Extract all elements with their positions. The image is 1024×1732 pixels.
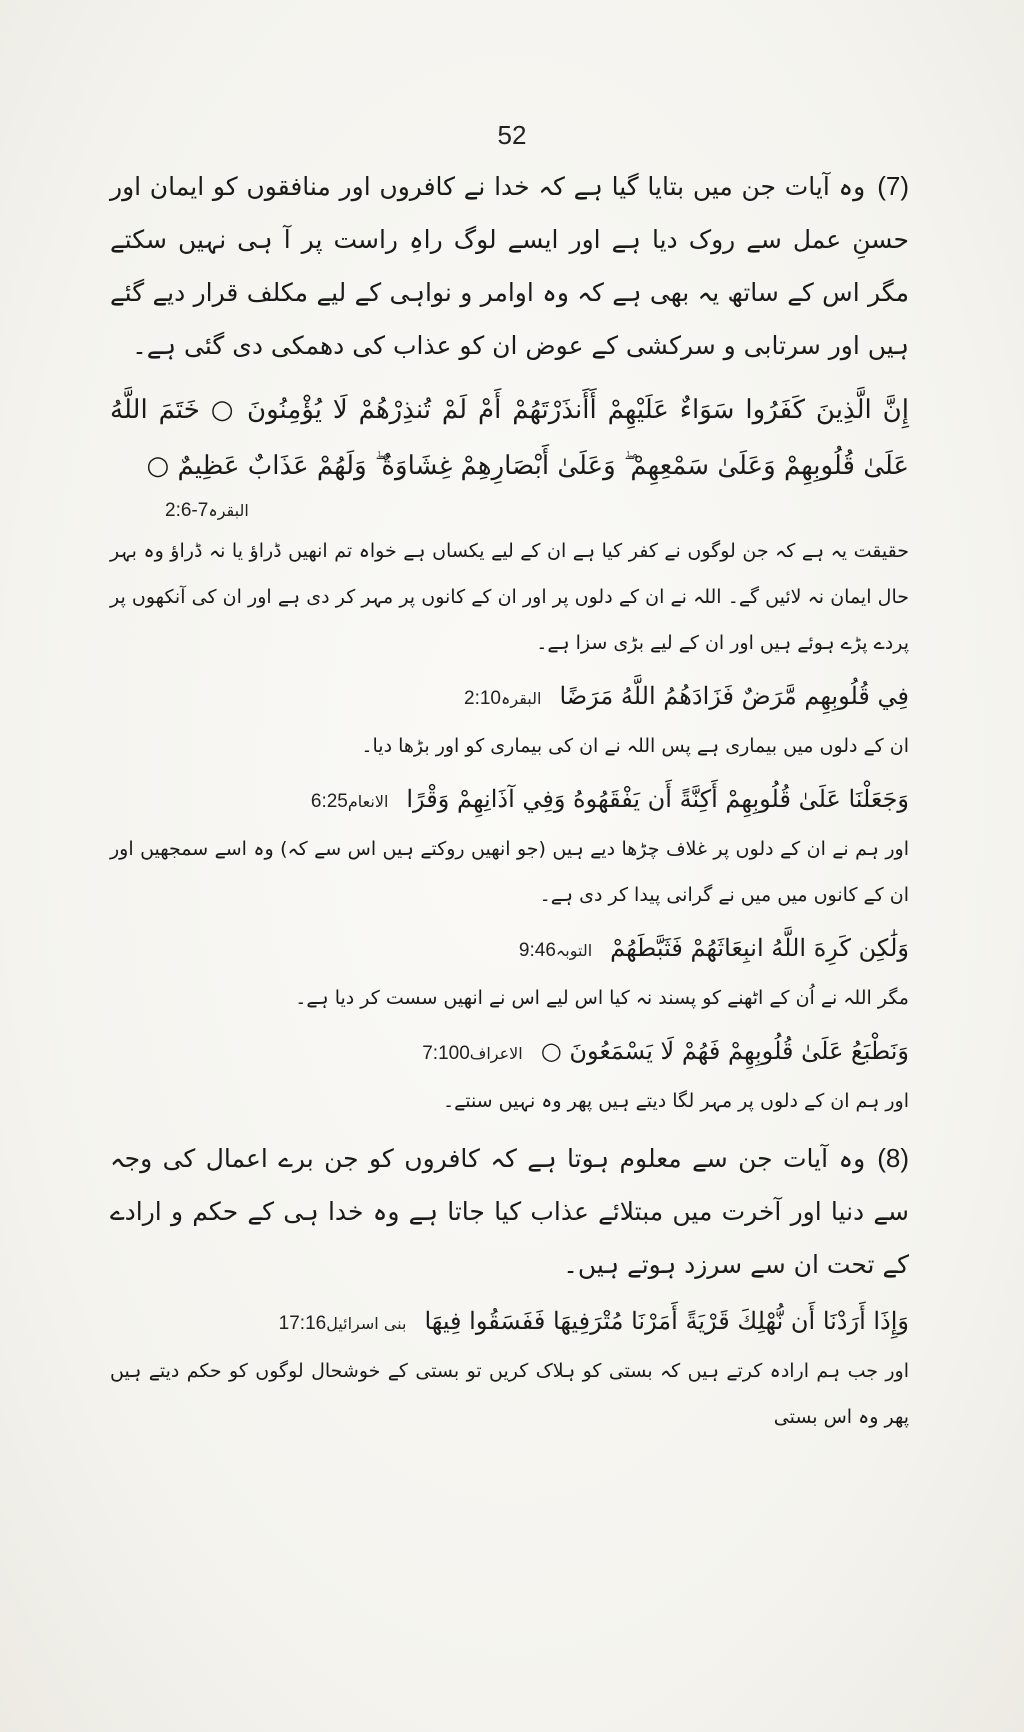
verse-reference: البقرہ2:6-7 <box>165 500 249 521</box>
translation-araf-100: اور ہم ان کے دلوں پر مہر لگا دیتے ہیں پھر وہ نہیں سنتے۔ <box>442 1090 909 1112</box>
verse-araf-100: وَنَطْبَعُ عَلَىٰ قُلُوبِهِمْ فَهُمْ لَا يَسْمَعُونَ ○الاعراف7:100 <box>110 1027 909 1078</box>
verse-baqarah-6-7-ref-line <box>110 494 909 528</box>
translation-anam-25: اور ہم نے ان کے دلوں پر غلاف چڑھا دیے ہیں (جو انھیں روکتے ہیں اس سے کہ) وہ اسے سمجھیں اور ان کے کانوں میں میں نے گرانی پیدا کر دی ہے۔ <box>110 838 909 906</box>
spacer <box>110 1124 909 1132</box>
section-7-paragraph <box>110 160 909 372</box>
verse-reference: بنی اسرائیل17:16 <box>278 1313 407 1334</box>
translation-tawbah-46: مگر اللہ نے اُن کے اٹھنے کو پسند نہ کیا اس لیے اس نے انھیں سست کر دیا ہے۔ <box>295 987 909 1009</box>
section-8-number: (8) <box>877 1143 909 1173</box>
verse-anam-25: وَجَعَلْنَا عَلَىٰ قُلُوبِهِمْ أَكِنَّةً أَن يَفْقَهُوهُ وَفِي آذَانِهِمْ وَقْرًاالانعام6:25 <box>110 775 909 826</box>
verse-baqarah-6-7: إِنَّ الَّذِينَ كَفَرُوا سَوَاءٌ عَلَيْهِمْ أَأَنذَرْتَهُمْ أَمْ لَمْ تُنذِرْهُمْ لَا يُؤْمِنُونَ ○ خَتَمَ اللَّهُ عَلَىٰ قُلُوبِهِمْ وَعَلَىٰ سَمْعِهِمْ ۖ وَعَلَىٰ أَبْصَارِهِمْ غِشَاوَةٌ ۖ وَلَهُمْ عَذَابٌ عَظِيمٌ ○ <box>110 395 909 481</box>
verse-reference: الانعام6:25 <box>310 791 389 812</box>
verse-bani-israil-16: وَإِذَا أَرَدْنَا أَن نُّهْلِكَ قَرْيَةً أَمَرْنَا مُتْرَفِيهَا فَفَسَقُوا فِيهَابنی اسرائیل17:16 <box>110 1297 909 1348</box>
page-number: 52 <box>497 120 527 150</box>
page-content <box>110 160 909 1440</box>
section-7-number: (7) <box>877 171 909 201</box>
verse-reference: الاعراف7:100 <box>422 1043 523 1064</box>
verse-baqarah-10: فِي قُلُوبِهِم مَّرَضٌ فَزَادَهُمُ اللَّهُ مَرَضًاالبقرہ2:10 <box>110 672 909 723</box>
translation-baqarah-10: ان کے دلوں میں بیماری ہے پس اللہ نے ان کی بیماری کو اور بڑھا دیا۔ <box>361 735 909 757</box>
section-7-text: وہ آیات جن میں بتایا گیا ہے کہ خدا نے کافروں اور منافقوں کو ایمان اور حسنِ عمل سے روک دیا ہے اور ایسے لوگ راہِ راست پر آ ہی نہیں سکتے مگر اس کے ساتھ یہ بھی ہے کہ وہ اوامر و نواہی کے لیے مکلف قرار دیے گئے ہیں اور سرتابی و سرکشی کے عوض ان کو عذاب کی دھمکی دی گئی ہے۔ <box>110 172 909 360</box>
verse-reference: البقرہ2:10 <box>464 688 542 709</box>
translation-baqarah-6-7: حقیقت یہ ہے کہ جن لوگوں نے کفر کیا ہے ان کے لیے یکساں ہے خواہ تم انھیں ڈراؤ یا نہ ڈراؤ وہ بہر حال ایمان نہ لائیں گے۔ اللہ نے ان کے دلوں پر اور ان کے کانوں پر مہر کر دی ہے اور ان کی آنکھوں پر پردے پڑے ہوئے ہیں اور ان کے لیے بڑی سزا ہے۔ <box>110 540 909 654</box>
translation-bani-israil-16: اور جب ہم ارادہ کرتے ہیں کہ بستی کو ہلاک کریں تو بستی کے خوشحال لوگوں کو حکم دیتے ہیں پھر وہ اس بستی <box>110 1360 909 1428</box>
section-8-text: وہ آیات جن سے معلوم ہوتا ہے کہ کافروں کو جن برے اعمال کی وجہ سے دنیا اور آخرت میں مبتلائے عذاب کیا جاتا ہے وہ خدا ہی کے حکم و ارادے کے تحت ان سے سرزد ہوتے ہیں۔ <box>110 1144 909 1279</box>
verse-tawbah-46: وَلَٰكِن كَرِهَ اللَّهُ انبِعَاثَهُمْ فَثَبَّطَهُمْالتوبہ9:46 <box>110 924 909 975</box>
verse-reference: التوبہ9:46 <box>518 940 593 961</box>
section-8-paragraph <box>110 1132 909 1291</box>
